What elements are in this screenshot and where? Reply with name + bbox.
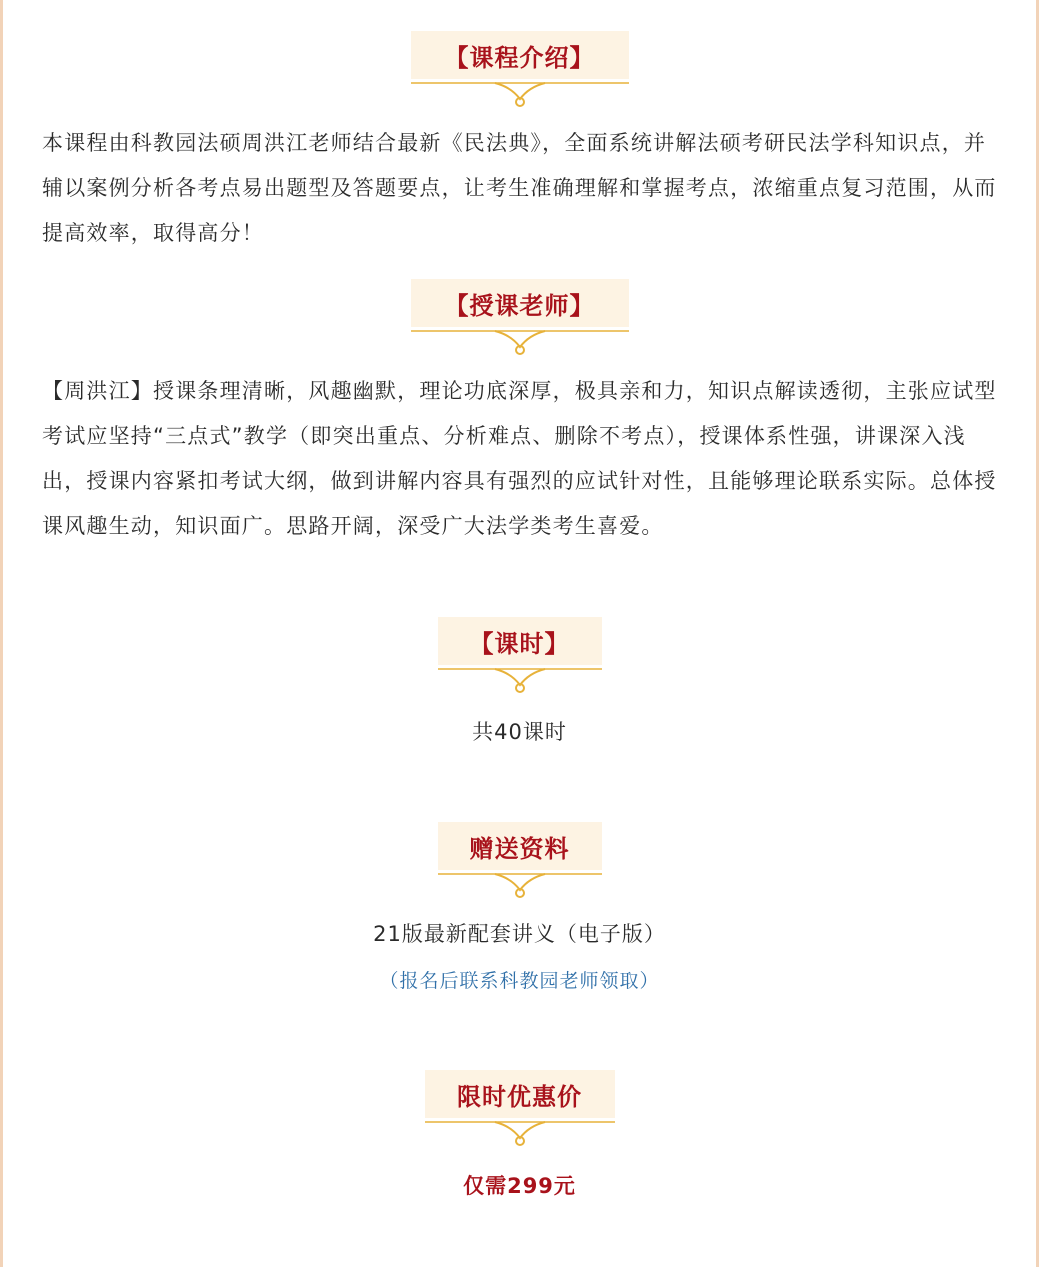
hours-text: 共40课时 bbox=[472, 720, 567, 744]
section-header-teacher bbox=[0, 279, 1039, 359]
ornament-divider-icon bbox=[438, 872, 602, 902]
gift-text: 21版最新配套讲义（电子版） bbox=[373, 922, 666, 946]
teacher-paragraph: 【周洪江】授课条理清晰，风趣幽默，理论功底深厚，极具亲和力，知识点解读透彻，主张应试型考试应坚持“三点式”教学（即突出重点、分析难点、删除不考点），授课体系性强，讲课深入浅出，授课内容紧扣考试大纲，做到讲解内容具有强烈的应试针对性，且能够理论联系实际。总体授课风趣生动，知识面广。思路开阔，深受广大法学类考生喜爱。 bbox=[42, 379, 997, 538]
section-title-gift: 赠送资料 bbox=[438, 822, 602, 870]
ornament-divider-icon bbox=[411, 81, 629, 111]
section-header-intro bbox=[0, 31, 1039, 111]
section-header-hours bbox=[0, 617, 1039, 697]
gift-note: （报名后联系科教园老师领取） bbox=[379, 970, 660, 992]
ornament-divider-icon bbox=[425, 1120, 615, 1150]
section-title-teacher: 【授课老师】 bbox=[411, 279, 629, 327]
section-title-intro: 【课程介绍】 bbox=[411, 31, 629, 79]
section-title-hours: 【课时】 bbox=[438, 617, 602, 665]
section-title-price: 限时优惠价 bbox=[425, 1070, 615, 1118]
price-text: 仅需299元 bbox=[463, 1174, 576, 1198]
ornament-divider-icon bbox=[438, 667, 602, 697]
section-header-gift bbox=[0, 822, 1039, 902]
intro-paragraph: 本课程由科教园法硕周洪江老师结合最新《民法典》，全面系统讲解法硕考研民法学科知识点，并辅以案例分析各考点易出题型及答题要点，让考生准确理解和掌握考点，浓缩重点复习范围，从而提高效率，取得高分！ bbox=[42, 131, 997, 245]
section-header-price bbox=[0, 1070, 1039, 1150]
ornament-divider-icon bbox=[411, 329, 629, 359]
